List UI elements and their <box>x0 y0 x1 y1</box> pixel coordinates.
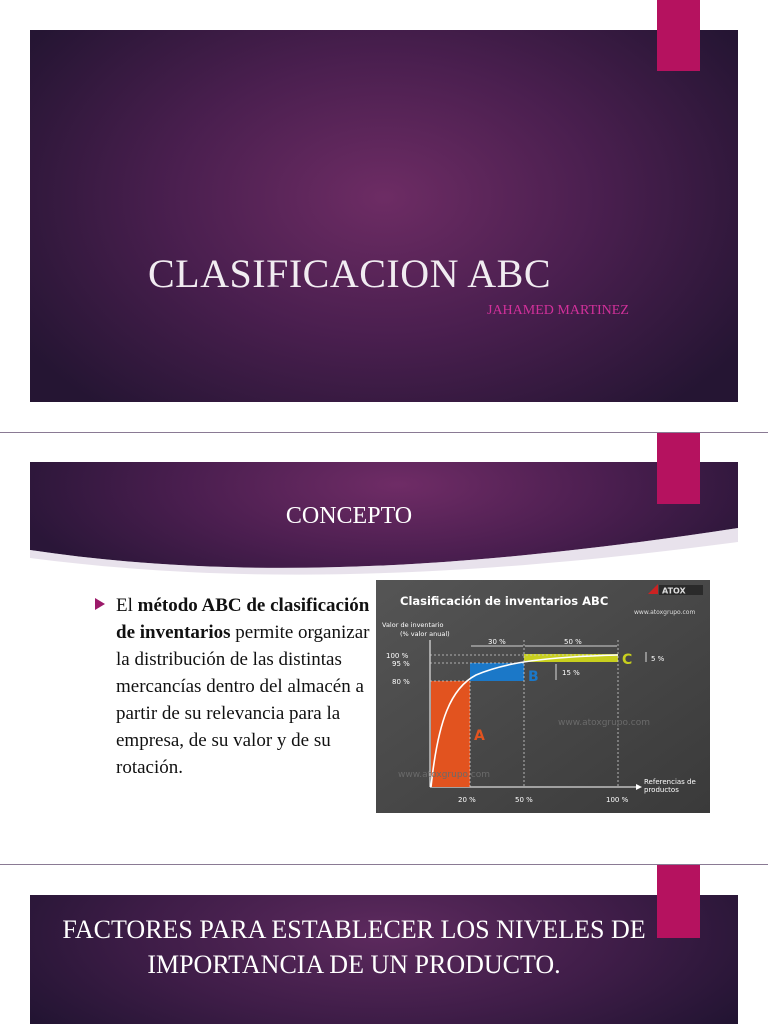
range-label-50: 50 % <box>564 638 582 646</box>
x-tick: 100 % <box>606 796 629 804</box>
class-c-label: C <box>622 652 633 668</box>
x-axis-label: Referencias de <box>644 778 696 786</box>
class-b-bar <box>470 663 524 681</box>
watermark: www.atoxgrupo.com <box>398 770 490 780</box>
title-panel <box>30 30 738 402</box>
x-axis-label-sub: productos <box>644 786 679 794</box>
watermark: www.atoxgrupo.com <box>558 718 650 728</box>
slide-concepto <box>0 433 768 864</box>
presentation-title: CLASIFICACION ABC <box>148 251 552 296</box>
y-axis-label-sub: (% valor anual) <box>400 630 450 638</box>
slide-title <box>0 0 768 432</box>
x-tick: 20 % <box>458 796 476 804</box>
author-name: JAHAMED MARTINEZ <box>487 303 629 318</box>
bullet-text <box>116 592 376 781</box>
slide-heading: FACTORES PARA ESTABLECER LOS NIVELES DE IMPORTANCIA DE UN PRODUCTO. <box>62 915 646 979</box>
accent-bar <box>657 0 700 71</box>
figure-url: www.atoxgrupo.com <box>634 609 696 616</box>
x-tick: 50 % <box>515 796 533 804</box>
abc-classification-figure <box>376 580 710 813</box>
y-tick: 100 % <box>386 652 409 660</box>
bullet-text-part: El <box>116 595 138 616</box>
range-label-30: 30 % <box>488 638 506 646</box>
class-b-label: B <box>528 669 539 685</box>
accent-bar <box>657 865 700 938</box>
accent-bar <box>657 433 700 504</box>
y-tick: 95 % <box>392 660 410 668</box>
range-label-5: 5 % <box>651 655 665 663</box>
bullet-text-part: permite organizar la distribución de las distintas mercancías dentro del almacén a partir de su relevancia para la empresa, de su valor y de su rotación. <box>116 622 370 778</box>
bullet-text-bold: método ABC de clasificación de inventarios <box>116 595 370 643</box>
bullet-arrow-icon <box>95 598 105 610</box>
y-tick: 80 % <box>392 678 410 686</box>
slide-heading: CONCEPTO <box>285 503 413 529</box>
figure-title: Clasificación de inventarios ABC <box>400 594 609 608</box>
class-a-label: A <box>474 728 485 744</box>
range-label-15: 15 % <box>562 669 580 677</box>
y-axis-label: Valor de inventario <box>382 621 444 629</box>
logo-text: ATOX <box>662 586 686 596</box>
slide-factores <box>0 865 768 1024</box>
